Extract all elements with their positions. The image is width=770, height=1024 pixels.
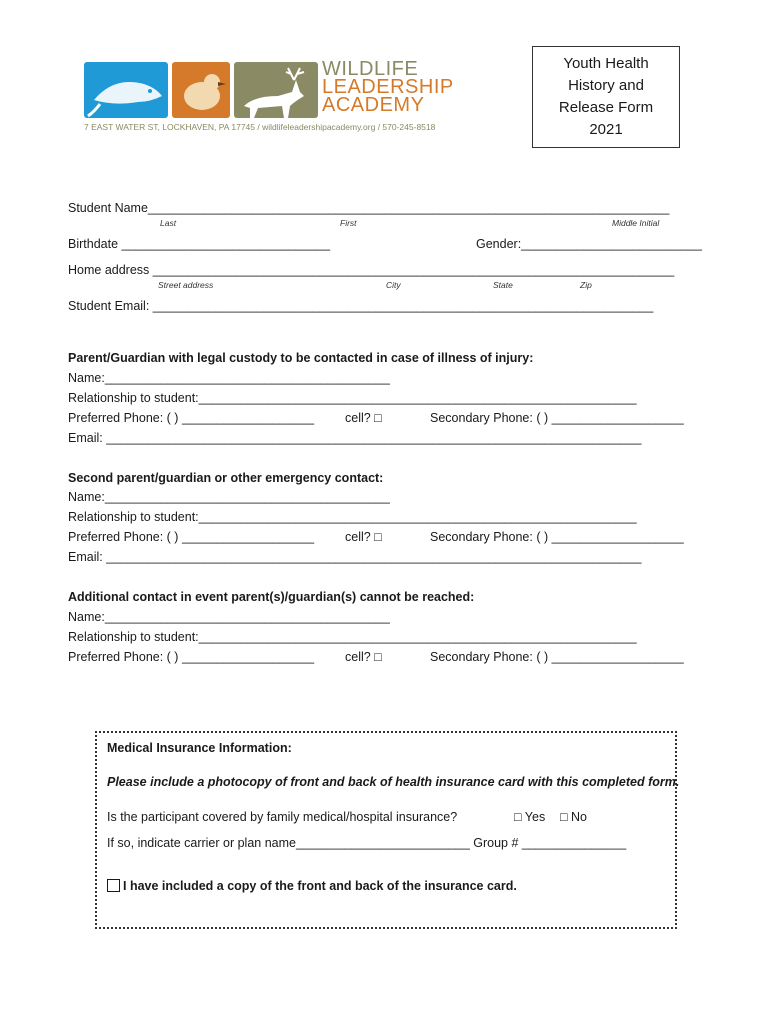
- guardian2-heading: Second parent/guardian or other emergency contact:: [68, 471, 384, 485]
- additional-heading: Additional contact in event parent(s)/guardian(s) cannot be reached:: [68, 590, 475, 604]
- guardian2-email-field[interactable]: Email: _____________________________________________________________________________: [68, 550, 642, 564]
- guardian2-secondary-phone-field[interactable]: Secondary Phone: ( ) ___________________: [430, 530, 684, 544]
- zip-caption: Zip: [580, 280, 592, 290]
- guardian1-heading: Parent/Guardian with legal custody to be contacted in case of illness of injury:: [68, 351, 534, 365]
- insurance-yes-checkbox[interactable]: □ Yes: [514, 810, 546, 824]
- student-name-middle-caption: Middle Initial: [612, 218, 660, 228]
- bird-icon: [172, 62, 230, 118]
- org-name-line1: WILDLIFE: [322, 58, 419, 80]
- org-name-line2: LEADERSHIP: [322, 76, 454, 98]
- student-name-field[interactable]: Student Name___________________________________________________________________________: [68, 201, 670, 215]
- insurance-box: [95, 731, 680, 929]
- birthdate-field[interactable]: Birthdate ______________________________: [68, 237, 331, 251]
- deer-icon: [234, 62, 318, 118]
- insurance-confirm-checkbox[interactable]: [107, 879, 120, 892]
- student-name-last-caption: Last: [160, 218, 177, 228]
- insurance-question: Is the participant covered by family medical/hospital insurance?: [107, 810, 458, 824]
- street-caption: Street address: [158, 280, 214, 290]
- form-title: [533, 53, 679, 141]
- title-line2: History and: [568, 77, 644, 94]
- additional-cell-checkbox[interactable]: cell? □: [345, 650, 382, 664]
- title-year: 2021: [589, 121, 623, 138]
- guardian2-cell-checkbox[interactable]: cell? □: [345, 530, 382, 544]
- state-caption: State: [493, 280, 513, 290]
- guardian1-email-field[interactable]: Email: _____________________________________________________________________________: [68, 431, 642, 445]
- title-line1: Youth Health: [563, 55, 649, 72]
- fish-icon: [84, 62, 168, 118]
- org-name: [322, 60, 454, 114]
- guardian1-secondary-phone-field[interactable]: Secondary Phone: ( ) ___________________: [430, 411, 684, 425]
- insurance-no-checkbox[interactable]: □ No: [560, 810, 588, 824]
- home-address-field[interactable]: Home address ___________________________________________________________________________: [68, 263, 675, 277]
- form-title-box: [532, 46, 680, 148]
- fish-logo-tile: [84, 62, 168, 118]
- insurance-instruction: Please include a photocopy of front and back of health insurance card with this completed form.: [107, 775, 680, 789]
- additional-name-field[interactable]: Name:_________________________________________: [68, 610, 390, 624]
- org-address: 7 EAST WATER ST, LOCKHAVEN, PA 17745 / wildlifeleadershipacademy.org / 570-245-8518: [84, 122, 436, 132]
- guardian1-preferred-phone-field[interactable]: Preferred Phone: ( ) ___________________: [68, 411, 315, 425]
- gender-field[interactable]: Gender:__________________________: [476, 237, 702, 251]
- org-name-line3: ACADEMY: [322, 94, 425, 116]
- additional-secondary-phone-field[interactable]: Secondary Phone: ( ) ___________________: [430, 650, 684, 664]
- guardian2-preferred-phone-field[interactable]: Preferred Phone: ( ) ___________________: [68, 530, 315, 544]
- guardian1-cell-checkbox[interactable]: cell? □: [345, 411, 382, 425]
- guardian2-name-field[interactable]: Name:_________________________________________: [68, 490, 390, 504]
- insurance-confirm-label: I have included a copy of the front and back of the insurance card.: [123, 879, 517, 893]
- guardian1-relationship-field[interactable]: Relationship to student:_______________________________________________________________: [68, 391, 637, 405]
- bird-logo-tile: [172, 62, 230, 118]
- additional-relationship-field[interactable]: Relationship to student:_______________________________________________________________: [68, 630, 637, 644]
- student-email-field[interactable]: Student Email: ________________________________________________________________________: [68, 299, 654, 313]
- student-name-first-caption: First: [340, 218, 357, 228]
- insurance-heading: Medical Insurance Information:: [107, 741, 292, 755]
- additional-preferred-phone-field[interactable]: Preferred Phone: ( ) ___________________: [68, 650, 315, 664]
- title-line3: Release Form: [558, 99, 654, 116]
- insurance-carrier-field[interactable]: If so, indicate carrier or plan name_________________________ Group # _______________: [107, 836, 627, 850]
- city-caption: City: [386, 280, 401, 290]
- guardian1-name-field[interactable]: Name:_________________________________________: [68, 371, 390, 385]
- deer-logo-tile: [234, 62, 318, 118]
- guardian2-relationship-field[interactable]: Relationship to student:_______________________________________________________________: [68, 510, 637, 524]
